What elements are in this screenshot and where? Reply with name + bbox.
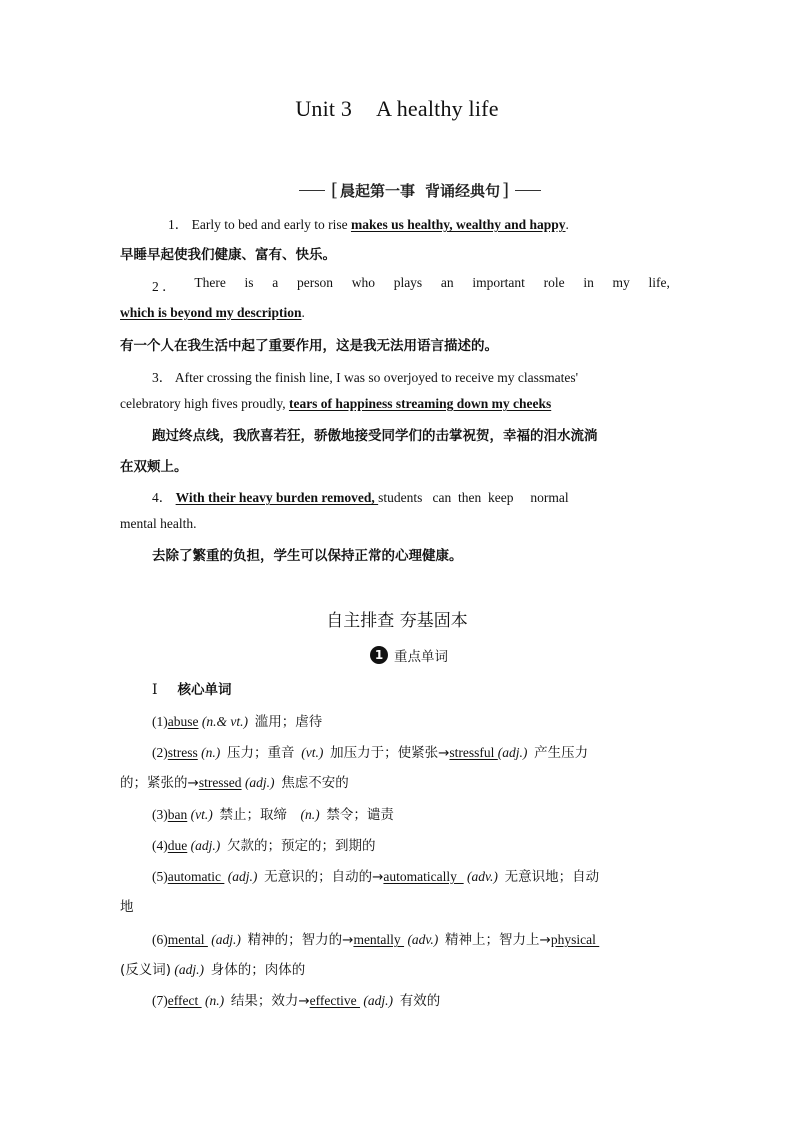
sentence-3-zh-line2: 在双颊上。 [120, 459, 188, 475]
vocab-item-1: (1)abuse (n.& vt.) 滥用；虐待 [152, 714, 323, 730]
unit-number: Unit 3 [295, 96, 353, 121]
subsection-title: 重点单词 [394, 649, 448, 665]
vocab-item-5-line2: 地 [120, 899, 134, 915]
vocab-item-7: (7)effect (n.) 结果；效力→effective (adj.) 有效的 [152, 993, 441, 1009]
sentence-3-zh: 跑过终点线，我欣喜若狂，骄傲地接受同学们的击掌祝贺，幸福的泪水流淌 [152, 428, 598, 444]
sentence-3-en-line2: celebratory high fives proudly, tears of happiness streaming down my cheeks [120, 396, 552, 411]
sentence-2-en-line2: which is beyond my description. [120, 305, 305, 320]
sentence-4-en-line2: mental health. [120, 516, 197, 531]
sentence-3-en: 3． After crossing the finish line, I was so overjoyed to receive my classmates' [152, 370, 579, 385]
sentence-3-answer: tears of happiness streaming down my cheeks [288, 396, 552, 411]
vocab-item-5: (5)automatic (adj.) 无意识的；自动的→automatically (adv.) 无意识地；自动 [152, 869, 600, 885]
sentence-4-answer: With their heavy burden removed, [175, 490, 379, 505]
vocab-item-6: (6)mental (adj.) 精神的；智力的→mentally (adv.) 精神上；智力上→physical [152, 932, 600, 948]
unit-name: A healthy life [376, 96, 499, 121]
banner-right: 背诵经典句 [425, 181, 501, 200]
subsection-heading [370, 645, 448, 665]
sentence-1-en: 1． Early to bed and early to rise makes us healthy, wealthy and happy. [168, 217, 569, 232]
page-title [0, 96, 794, 122]
vocab-item-2-line2: 的；紧张的→stressed (adj.) 焦虑不安的 [120, 775, 349, 791]
sentence-1-zh: 早睡早起使我们健康、富有、快乐。 [120, 247, 336, 263]
sentence-4-zh: 去除了繁重的负担，学生可以保持正常的心理健康。 [152, 548, 463, 564]
banner-left: 晨起第一事 [339, 181, 415, 200]
sentence-2-zh: 有一个人在我生活中起了重要作用，这是我无法用语言描述的。 [120, 338, 498, 354]
sentence-2-answer: which is beyond my description [120, 305, 302, 320]
sentence-4-en: 4． With their heavy burden removed, students can then keep normal [152, 490, 569, 505]
sentence-1-answer: makes us healthy, wealthy and happy [350, 217, 566, 232]
vocab-item-6-line2: (反义词) (adj.) 身体的；肉体的 [120, 962, 306, 978]
vocab-item-3: (3)ban (vt.) 禁止；取缔 (n.) 禁令；谴责 [152, 807, 394, 823]
section-title: 自主排查 夯基固本 [326, 611, 468, 631]
circle-number-icon: 1 [370, 646, 388, 664]
sentence-2-en: 2 ． There is a person who plays an important role in my life, [152, 275, 670, 294]
section-banner: [ 晨起第一事 背诵经典句 ] [290, 178, 550, 202]
vocab-item-2: (2)stress (n.) 压力；重音 (vt.) 加压力于；使紧张→stressful (adj.) 产生压力 [152, 745, 589, 761]
vocab-item-4: (4)due (adj.) 欠款的；预定的；到期的 [152, 838, 376, 854]
part-heading: Ⅰ 核心单词 [152, 682, 232, 698]
